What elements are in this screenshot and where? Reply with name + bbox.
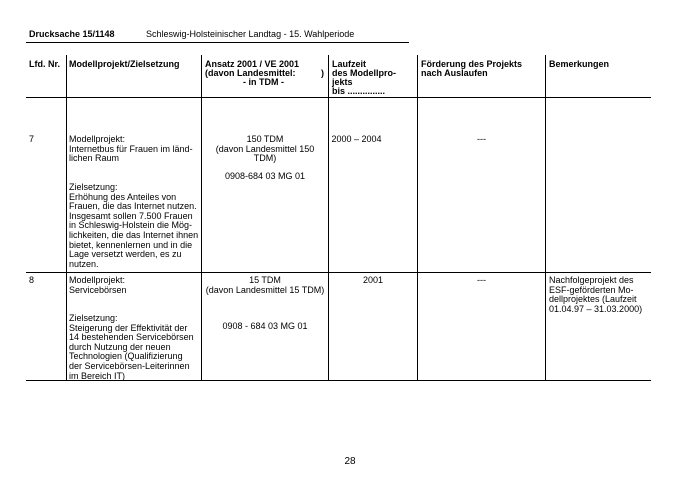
col-header-laufzeit-line-2: des Modellpro- [332, 68, 397, 78]
text-line: ESF-geförderten Mo- [549, 284, 634, 295]
text-line: (davon Landesmittel 150 [215, 143, 315, 154]
text-line: Servicebörsen [69, 284, 127, 295]
text-line: 14 bestehenden Servicebörsen [69, 332, 194, 343]
col-header-foerderung [421, 60, 522, 78]
col-header-bemerkungen: Bemerkungen [549, 59, 610, 69]
text-line: Modellprojekt: [69, 275, 126, 285]
col-header-ansatz-line-3: - in TDM - [243, 77, 284, 87]
haushaltstitel: 0908-684 03 MG 01 [224, 171, 306, 181]
ansatz-value [202, 135, 328, 164]
bemerkungen-value [549, 276, 659, 314]
document-number: Drucksache 15/1148 [29, 29, 115, 39]
text-line: der Servicebörsen-Leiterinnen [69, 360, 190, 371]
table-header-rule [26, 97, 651, 98]
col-header-foerderung-line-2: nach Auslaufen [421, 68, 488, 78]
col-divider [201, 55, 202, 381]
col-header-nr: Lfd. Nr. [29, 59, 60, 69]
col-header-projekt: Modellprojekt/Zielsetzung [69, 59, 180, 69]
text-line: TDM) [253, 153, 277, 164]
col-header-foerderung-line-1: Förderung des Projekts [421, 59, 523, 69]
col-header-laufzeit-line-1: Laufzeit [332, 59, 367, 69]
header-rule [26, 42, 409, 43]
text-line: lichkeiten, die das Internet ihnen [69, 229, 199, 240]
col-header-ansatz-line-2-wrap [205, 69, 325, 78]
page-number: 28 [344, 456, 356, 467]
document-header-title: Schleswig-Holsteinischer Landtag - 15. Wahlperiode [146, 29, 355, 39]
col-header-laufzeit [332, 60, 396, 96]
ansatz-value [202, 276, 328, 295]
text-line: dellprojektes (Laufzeit [549, 294, 637, 305]
table-row-divider [26, 272, 651, 273]
text-line: Zielsetzung: [69, 182, 118, 192]
row-number: 8 [29, 275, 35, 285]
text-line: 150 TDM [246, 134, 284, 144]
laufzeit-value: 2001 [362, 275, 384, 285]
text-line: Technologien (Qualifizierung [69, 351, 183, 362]
col-header-ansatz-line-2: (davon Landesmittel: [205, 68, 296, 78]
col-divider [545, 55, 546, 381]
text-line: Lage versetzt werden, es zu [69, 249, 182, 260]
text-line: im Bereich IT) [69, 370, 126, 381]
col-divider [328, 55, 329, 381]
text-line: Insgesamt sollen 7.500 Frauen [69, 210, 193, 221]
col-header-laufzeit-line-3: jekts [332, 77, 353, 87]
zielsetzung-description [69, 183, 199, 269]
col-header-ansatz-line-1: Ansatz 2001 / VE 2001 [205, 59, 300, 69]
text-line: 15 TDM [249, 275, 281, 285]
text-line: lichen Raum [69, 153, 120, 164]
text-line: durch Nutzung der neuen [69, 341, 171, 352]
text-line: Steigerung der Effektivität der [69, 322, 188, 333]
text-line: Nachfolgeprojekt des [549, 275, 634, 285]
foerderung-value: --- [477, 275, 486, 285]
col-divider [417, 55, 418, 381]
projekt-description [69, 135, 199, 164]
text-line: Frauen, die das Internet nutzen. [69, 201, 197, 212]
text-line: Zielsetzung: [69, 313, 118, 323]
col-header-laufzeit-line-4: bis ............... [332, 86, 386, 96]
col-header-ansatz-paren: ) [321, 68, 324, 78]
row-number: 7 [29, 134, 35, 144]
text-line: in Schleswig-Holstein die Mög- [69, 220, 193, 231]
text-line: bietet, kennenlernen und in die [69, 239, 193, 250]
foerderung-value: --- [477, 134, 486, 144]
text-line: Modellprojekt: [69, 134, 126, 144]
text-line: (davon Landesmittel 15 TDM) [205, 284, 325, 295]
col-header-ansatz [205, 60, 325, 87]
zielsetzung-description [69, 314, 199, 381]
laufzeit-value: 2000 – 2004 [331, 134, 382, 144]
text-line: Erhöhung des Anteiles von [69, 191, 177, 202]
text-line: Internetbus für Frauen im länd- [69, 143, 193, 154]
haushaltstitel: 0908 - 684 03 MG 01 [222, 321, 308, 331]
projekt-description [69, 276, 199, 295]
text-line: nutzen. [69, 258, 99, 269]
text-line: 01.04.97 – 31.03.2000) [549, 303, 643, 314]
col-divider [66, 55, 67, 381]
